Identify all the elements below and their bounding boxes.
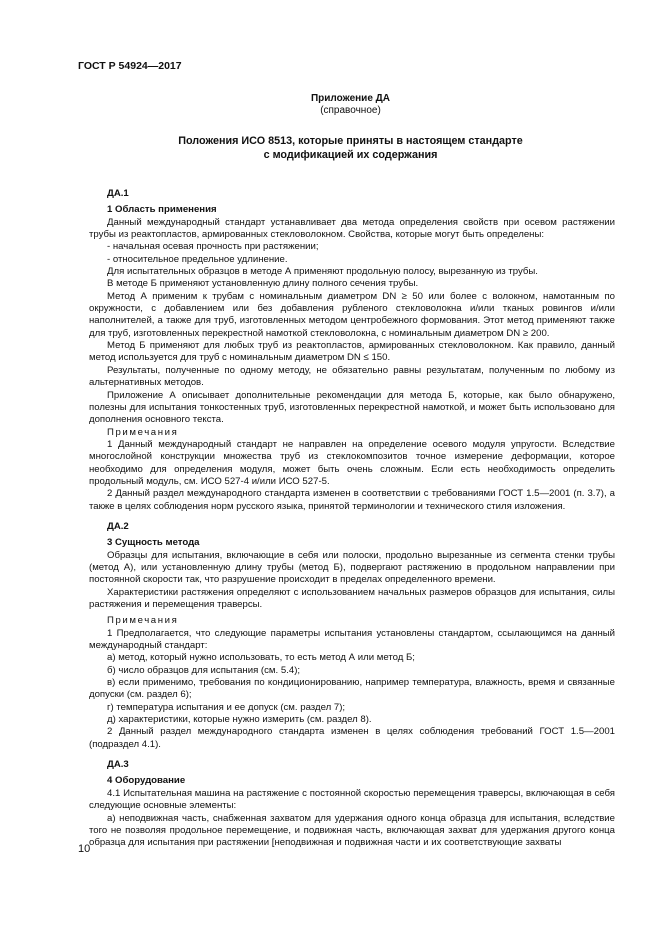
list-item: д) характеристики, которые нужно измерить (см. раздел 8).: [107, 714, 372, 726]
paragraph: Для испытательных образцов в методе А применяют продольную полосу, вырезанную из трубы.: [107, 266, 538, 278]
section-label-da2: ДА.2: [107, 520, 129, 532]
paragraph: Метод А применим к трубам с номинальным диаметром DN ≥ 50 или более с волокном, намотанным по окружности, с добавлением или без добавления рубленого стекловолокна и/или тканых ровингов и/или наполнителей, а также для труб, изготовленных методом центробежного формования. Этот метод применяют также для труб, изготовленных перекрестной намоткой стекловолокна, с номинальным диаметром DN ≥ 200.: [89, 290, 615, 339]
section-heading-method: 3 Сущность метода: [107, 537, 200, 549]
notes-label: Примечания: [107, 426, 179, 438]
list-item: а) метод, который нужно использовать, то есть метод А или метод Б;: [107, 652, 415, 664]
list-item: в) если применимо, требования по кондиционированию, например температура, влажность, время и связанные допуски (см. раздел 6);: [89, 677, 615, 701]
paragraph: Результаты, полученные по одному методу, не обязательно равны результатам, полученным по любому из альтернативных методов.: [89, 364, 615, 389]
section-heading-scope: 1 Область применения: [107, 204, 217, 216]
document-body: [89, 188, 615, 850]
paragraph: Характеристики растяжения определяют с использованием начальных размеров образцов для испытания, силы растяжения и перемещения траверсы.: [89, 586, 615, 610]
list-item: - относительное предельное удлинение.: [107, 253, 288, 265]
list-item: а) неподвижная часть, снабженная захватом для удержания одного конца образца для испытания, вследствие того не позволяя продольное перемещение, и подвижная часть, включающая захват для удержания другого конца образца для испытания при растяжении [неподвижная и подвижная части и их соответствующие захваты: [89, 812, 615, 849]
page-title-line-2: с модификацией их содержания: [263, 149, 438, 161]
paragraph: Образцы для испытания, включающие в себя или полоски, продольно вырезанные из сегмента стенки трубы (метод А), или установленную длину трубы (метод Б), подвергают растяжению в продольном направлении при постоянной скорости так, что разрушение происходит в пределах определенного времени.: [89, 549, 615, 586]
note: 2 Данный раздел международного стандарта изменен в целях соблюдения требований ГОСТ 1.5—2001 (подраздел 4.1).: [89, 726, 615, 750]
paragraph: Данный международный стандарт устанавливает два метода определения свойств при осевом растяжении трубы из реактопластов, армированных стекловолокном. Свойства, которые могут быть определены:: [89, 216, 615, 241]
standard-number: ГОСТ Р 54924—2017: [78, 60, 182, 72]
appendix-subtitle: (справочное): [320, 105, 381, 116]
list-item: г) температура испытания и ее допуск (см. раздел 7);: [107, 701, 346, 713]
paragraph: 4.1 Испытательная машина на растяжение с постоянной скоростью перемещения траверсы, включающая в себя следующие основные элементы:: [89, 787, 615, 812]
paragraph: В методе Б применяют установленную длину полного сечения трубы.: [107, 278, 419, 290]
note: 1 Предполагается, что следующие параметры испытания установлены стандартом, ссылающимся на данный международный стандарт:: [89, 627, 615, 652]
appendix-title: Приложение ДА: [310, 93, 391, 104]
page-title-line-1: Положения ИСО 8513, которые приняты в настоящем стандарте: [178, 135, 523, 147]
list-item: - начальная осевая прочность при растяжении;: [107, 241, 319, 253]
page-number: 10: [78, 843, 91, 855]
section-label-da3: ДА.3: [107, 759, 129, 771]
page-title: [0, 134, 661, 162]
paragraph: Приложение А описывает дополнительные рекомендации для метода Б, которые, как было обнаружено, полезны для испытания тонкостенных труб, изготовленных перекрестной намоткой, и может быть использовано для дополнения основного текста.: [89, 389, 615, 426]
paragraph: Метод Б применяют для любых труб из реактопластов, армированных стекловолокном. Как правило, данный метод используется для труб с номинальным диаметром DN ≤ 150.: [89, 340, 615, 364]
appendix-heading: [0, 93, 661, 117]
notes-label: Примечания: [107, 615, 179, 627]
section-label-da1: ДА.1: [107, 188, 129, 199]
note: 1 Данный международный стандарт не направлен на определение осевого модуля упругости. Вследствие многослойной конструкции множества труб из стеклокомпозитов точное измерение деформации, которое необходимо для определения модуля, может быть очень сложным. Если есть необходимость определить продольный модуль, см. ИСО 527-4 и/или ИСО 527-5.: [89, 438, 615, 487]
section-heading-equipment: 4 Оборудование: [107, 775, 186, 787]
list-item: б) число образцов для испытания (см. 5.4);: [107, 664, 301, 676]
note: 2 Данный раздел международного стандарта изменен в соответствии с требованиями ГОСТ 1.5—2001 (п. 3.7), а также в целях соблюдения норм русского языка, принятой терминологии и технического стиля изложения.: [89, 488, 615, 512]
